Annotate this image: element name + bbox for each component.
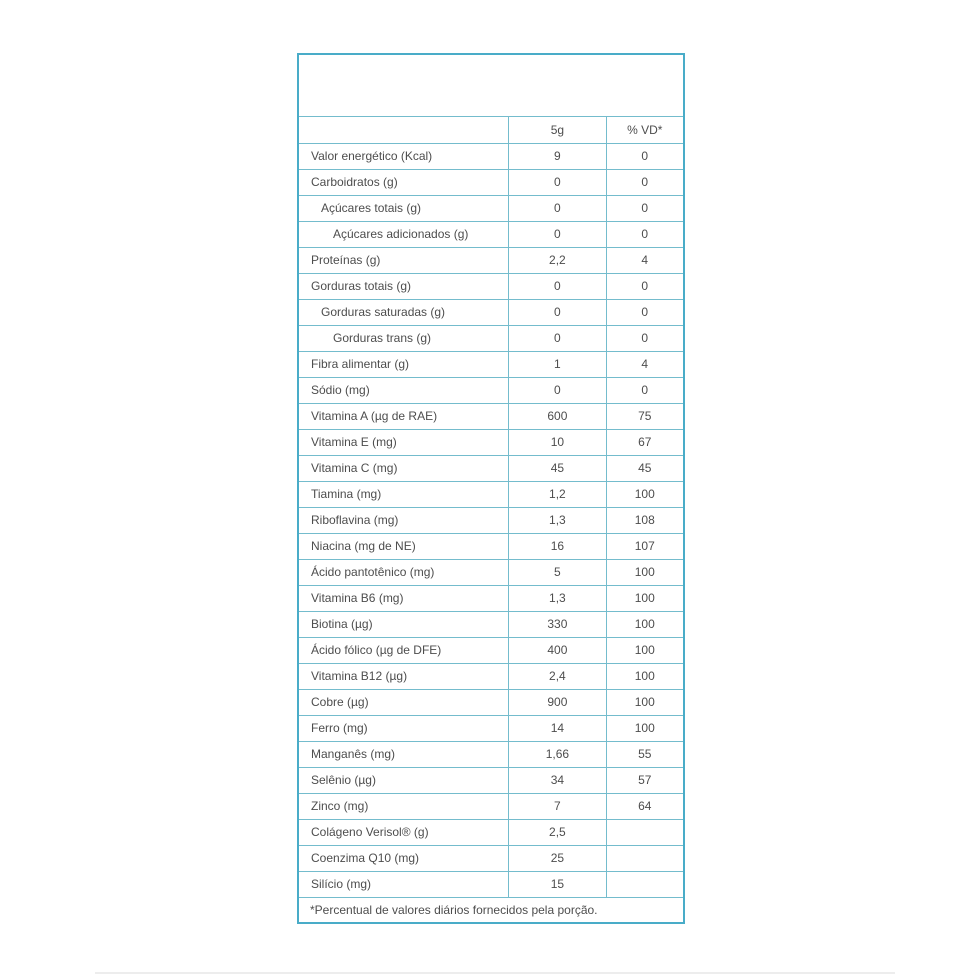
- nutrient-daily-value: 0: [606, 325, 684, 351]
- nutrient-amount: 1,2: [509, 481, 606, 507]
- nutrient-amount: 0: [509, 325, 606, 351]
- column-header-amount: 5g: [509, 116, 606, 143]
- nutrient-amount: 15: [509, 871, 606, 897]
- nutrient-amount: 330: [509, 611, 606, 637]
- table-row: [298, 611, 684, 637]
- nutrient-label: Valor energético (Kcal): [298, 143, 509, 169]
- nutrient-daily-value: 45: [606, 455, 684, 481]
- nutrient-amount: 25: [509, 845, 606, 871]
- header-block-row: [298, 54, 684, 116]
- nutrient-amount: 400: [509, 637, 606, 663]
- column-header-nutrient: [298, 116, 509, 143]
- nutrient-amount: 2,5: [509, 819, 606, 845]
- table-row: [298, 741, 684, 767]
- nutrition-label: [297, 53, 685, 924]
- table-row: [298, 351, 684, 377]
- nutrient-label: Zinco (mg): [298, 793, 509, 819]
- table-row: [298, 325, 684, 351]
- nutrient-daily-value: 0: [606, 195, 684, 221]
- table-row: [298, 143, 684, 169]
- nutrient-amount: 1: [509, 351, 606, 377]
- nutrient-amount: 7: [509, 793, 606, 819]
- nutrient-daily-value: 4: [606, 247, 684, 273]
- nutrient-daily-value: 67: [606, 429, 684, 455]
- nutrient-amount: 1,3: [509, 585, 606, 611]
- nutrient-daily-value: 100: [606, 715, 684, 741]
- nutrient-label: Vitamina C (mg): [298, 455, 509, 481]
- nutrient-label: Manganês (mg): [298, 741, 509, 767]
- nutrient-label: Vitamina B12 (µg): [298, 663, 509, 689]
- table-row: [298, 533, 684, 559]
- nutrient-daily-value: 0: [606, 221, 684, 247]
- nutrient-label: Riboflavina (mg): [298, 507, 509, 533]
- nutrient-daily-value: 75: [606, 403, 684, 429]
- table-row: [298, 793, 684, 819]
- nutrient-daily-value: 100: [606, 689, 684, 715]
- nutrient-label: Gorduras saturadas (g): [298, 299, 509, 325]
- table-title: INFORMAÇÃO NUTRICIONAL: [378, 60, 604, 77]
- nutrient-amount: 1,66: [509, 741, 606, 767]
- nutrient-amount: 0: [509, 377, 606, 403]
- nutrient-label: Proteínas (g): [298, 247, 509, 273]
- nutrient-label: Ácido fólico (µg de DFE): [298, 637, 509, 663]
- nutrient-label: Ferro (mg): [298, 715, 509, 741]
- nutrient-amount: 0: [509, 273, 606, 299]
- nutrient-label: Ácido pantotênico (mg): [298, 559, 509, 585]
- nutrient-daily-value: 100: [606, 611, 684, 637]
- nutrition-table-body: [298, 143, 684, 897]
- table-row: [298, 663, 684, 689]
- nutrient-label: Açúcares totais (g): [298, 195, 509, 221]
- nutrient-label: Fibra alimentar (g): [298, 351, 509, 377]
- table-row: [298, 455, 684, 481]
- nutrient-amount: 2,2: [509, 247, 606, 273]
- photo-edge-artifact: [95, 972, 895, 974]
- table-row: [298, 845, 684, 871]
- nutrient-daily-value: 0: [606, 169, 684, 195]
- table-row: [298, 819, 684, 845]
- nutrient-daily-value: 108: [606, 507, 684, 533]
- table-row: [298, 273, 684, 299]
- nutrient-label: Coenzima Q10 (mg): [298, 845, 509, 871]
- nutrient-label: Vitamina B6 (mg): [298, 585, 509, 611]
- nutrient-daily-value: 64: [606, 793, 684, 819]
- table-row: [298, 689, 684, 715]
- table-row: [298, 247, 684, 273]
- nutrient-amount: 45: [509, 455, 606, 481]
- nutrient-label: Gorduras totais (g): [298, 273, 509, 299]
- table-row: [298, 429, 684, 455]
- nutrient-daily-value: 100: [606, 559, 684, 585]
- nutrient-daily-value: 100: [606, 637, 684, 663]
- nutrient-amount: 2,4: [509, 663, 606, 689]
- table-row: [298, 481, 684, 507]
- nutrient-amount: 0: [509, 169, 606, 195]
- servings-per-package: Porções por embalagem: 30 porções: [381, 80, 601, 95]
- nutrient-daily-value: 0: [606, 299, 684, 325]
- nutrient-label: Vitamina A (µg de RAE): [298, 403, 509, 429]
- nutrient-daily-value: [606, 871, 684, 897]
- table-header: [298, 54, 684, 116]
- nutrient-label: Tiamina (mg): [298, 481, 509, 507]
- nutrient-amount: 1,3: [509, 507, 606, 533]
- nutrient-amount: 16: [509, 533, 606, 559]
- table-row: [298, 403, 684, 429]
- table-row: [298, 767, 684, 793]
- nutrient-daily-value: 100: [606, 585, 684, 611]
- nutrient-amount: 0: [509, 195, 606, 221]
- nutrient-amount: 0: [509, 221, 606, 247]
- nutrient-daily-value: 57: [606, 767, 684, 793]
- table-row: [298, 507, 684, 533]
- nutrient-amount: 14: [509, 715, 606, 741]
- nutrient-label: Cobre (µg): [298, 689, 509, 715]
- table-row: [298, 377, 684, 403]
- nutrient-amount: 34: [509, 767, 606, 793]
- nutrient-label: Carboidratos (g): [298, 169, 509, 195]
- table-row: [298, 221, 684, 247]
- nutrient-daily-value: [606, 819, 684, 845]
- nutrient-amount: 9: [509, 143, 606, 169]
- table-row: [298, 637, 684, 663]
- nutrient-daily-value: 100: [606, 481, 684, 507]
- nutrient-label: Niacina (mg de NE): [298, 533, 509, 559]
- nutrient-daily-value: 55: [606, 741, 684, 767]
- nutrient-daily-value: 0: [606, 273, 684, 299]
- table-row: [298, 585, 684, 611]
- nutrient-label: Biotina (µg): [298, 611, 509, 637]
- column-header-row: [298, 116, 684, 143]
- nutrient-daily-value: 0: [606, 377, 684, 403]
- footnote-row: [298, 897, 684, 923]
- table-row: [298, 169, 684, 195]
- nutrient-daily-value: 4: [606, 351, 684, 377]
- serving-size: Porção de 5g (1 sachê): [422, 96, 560, 111]
- table-row: [298, 715, 684, 741]
- nutrient-daily-value: 0: [606, 143, 684, 169]
- nutrition-table: [297, 53, 685, 924]
- table-row: [298, 559, 684, 585]
- nutrient-label: Selênio (µg): [298, 767, 509, 793]
- nutrient-label: Sódio (mg): [298, 377, 509, 403]
- nutrient-amount: 0: [509, 299, 606, 325]
- nutrient-amount: 600: [509, 403, 606, 429]
- footnote-text: *Percentual de valores diários fornecidos pela porção.: [298, 897, 684, 923]
- nutrient-amount: 10: [509, 429, 606, 455]
- nutrient-label: Gorduras trans (g): [298, 325, 509, 351]
- nutrient-label: Silício (mg): [298, 871, 509, 897]
- nutrient-daily-value: 107: [606, 533, 684, 559]
- nutrient-daily-value: [606, 845, 684, 871]
- nutrient-label: Açúcares adicionados (g): [298, 221, 509, 247]
- nutrient-amount: 5: [509, 559, 606, 585]
- nutrient-daily-value: 100: [606, 663, 684, 689]
- column-header-daily-value: % VD*: [606, 116, 684, 143]
- nutrient-label: Colágeno Verisol® (g): [298, 819, 509, 845]
- table-row: [298, 195, 684, 221]
- nutrient-label: Vitamina E (mg): [298, 429, 509, 455]
- nutrient-amount: 900: [509, 689, 606, 715]
- table-row: [298, 871, 684, 897]
- table-row: [298, 299, 684, 325]
